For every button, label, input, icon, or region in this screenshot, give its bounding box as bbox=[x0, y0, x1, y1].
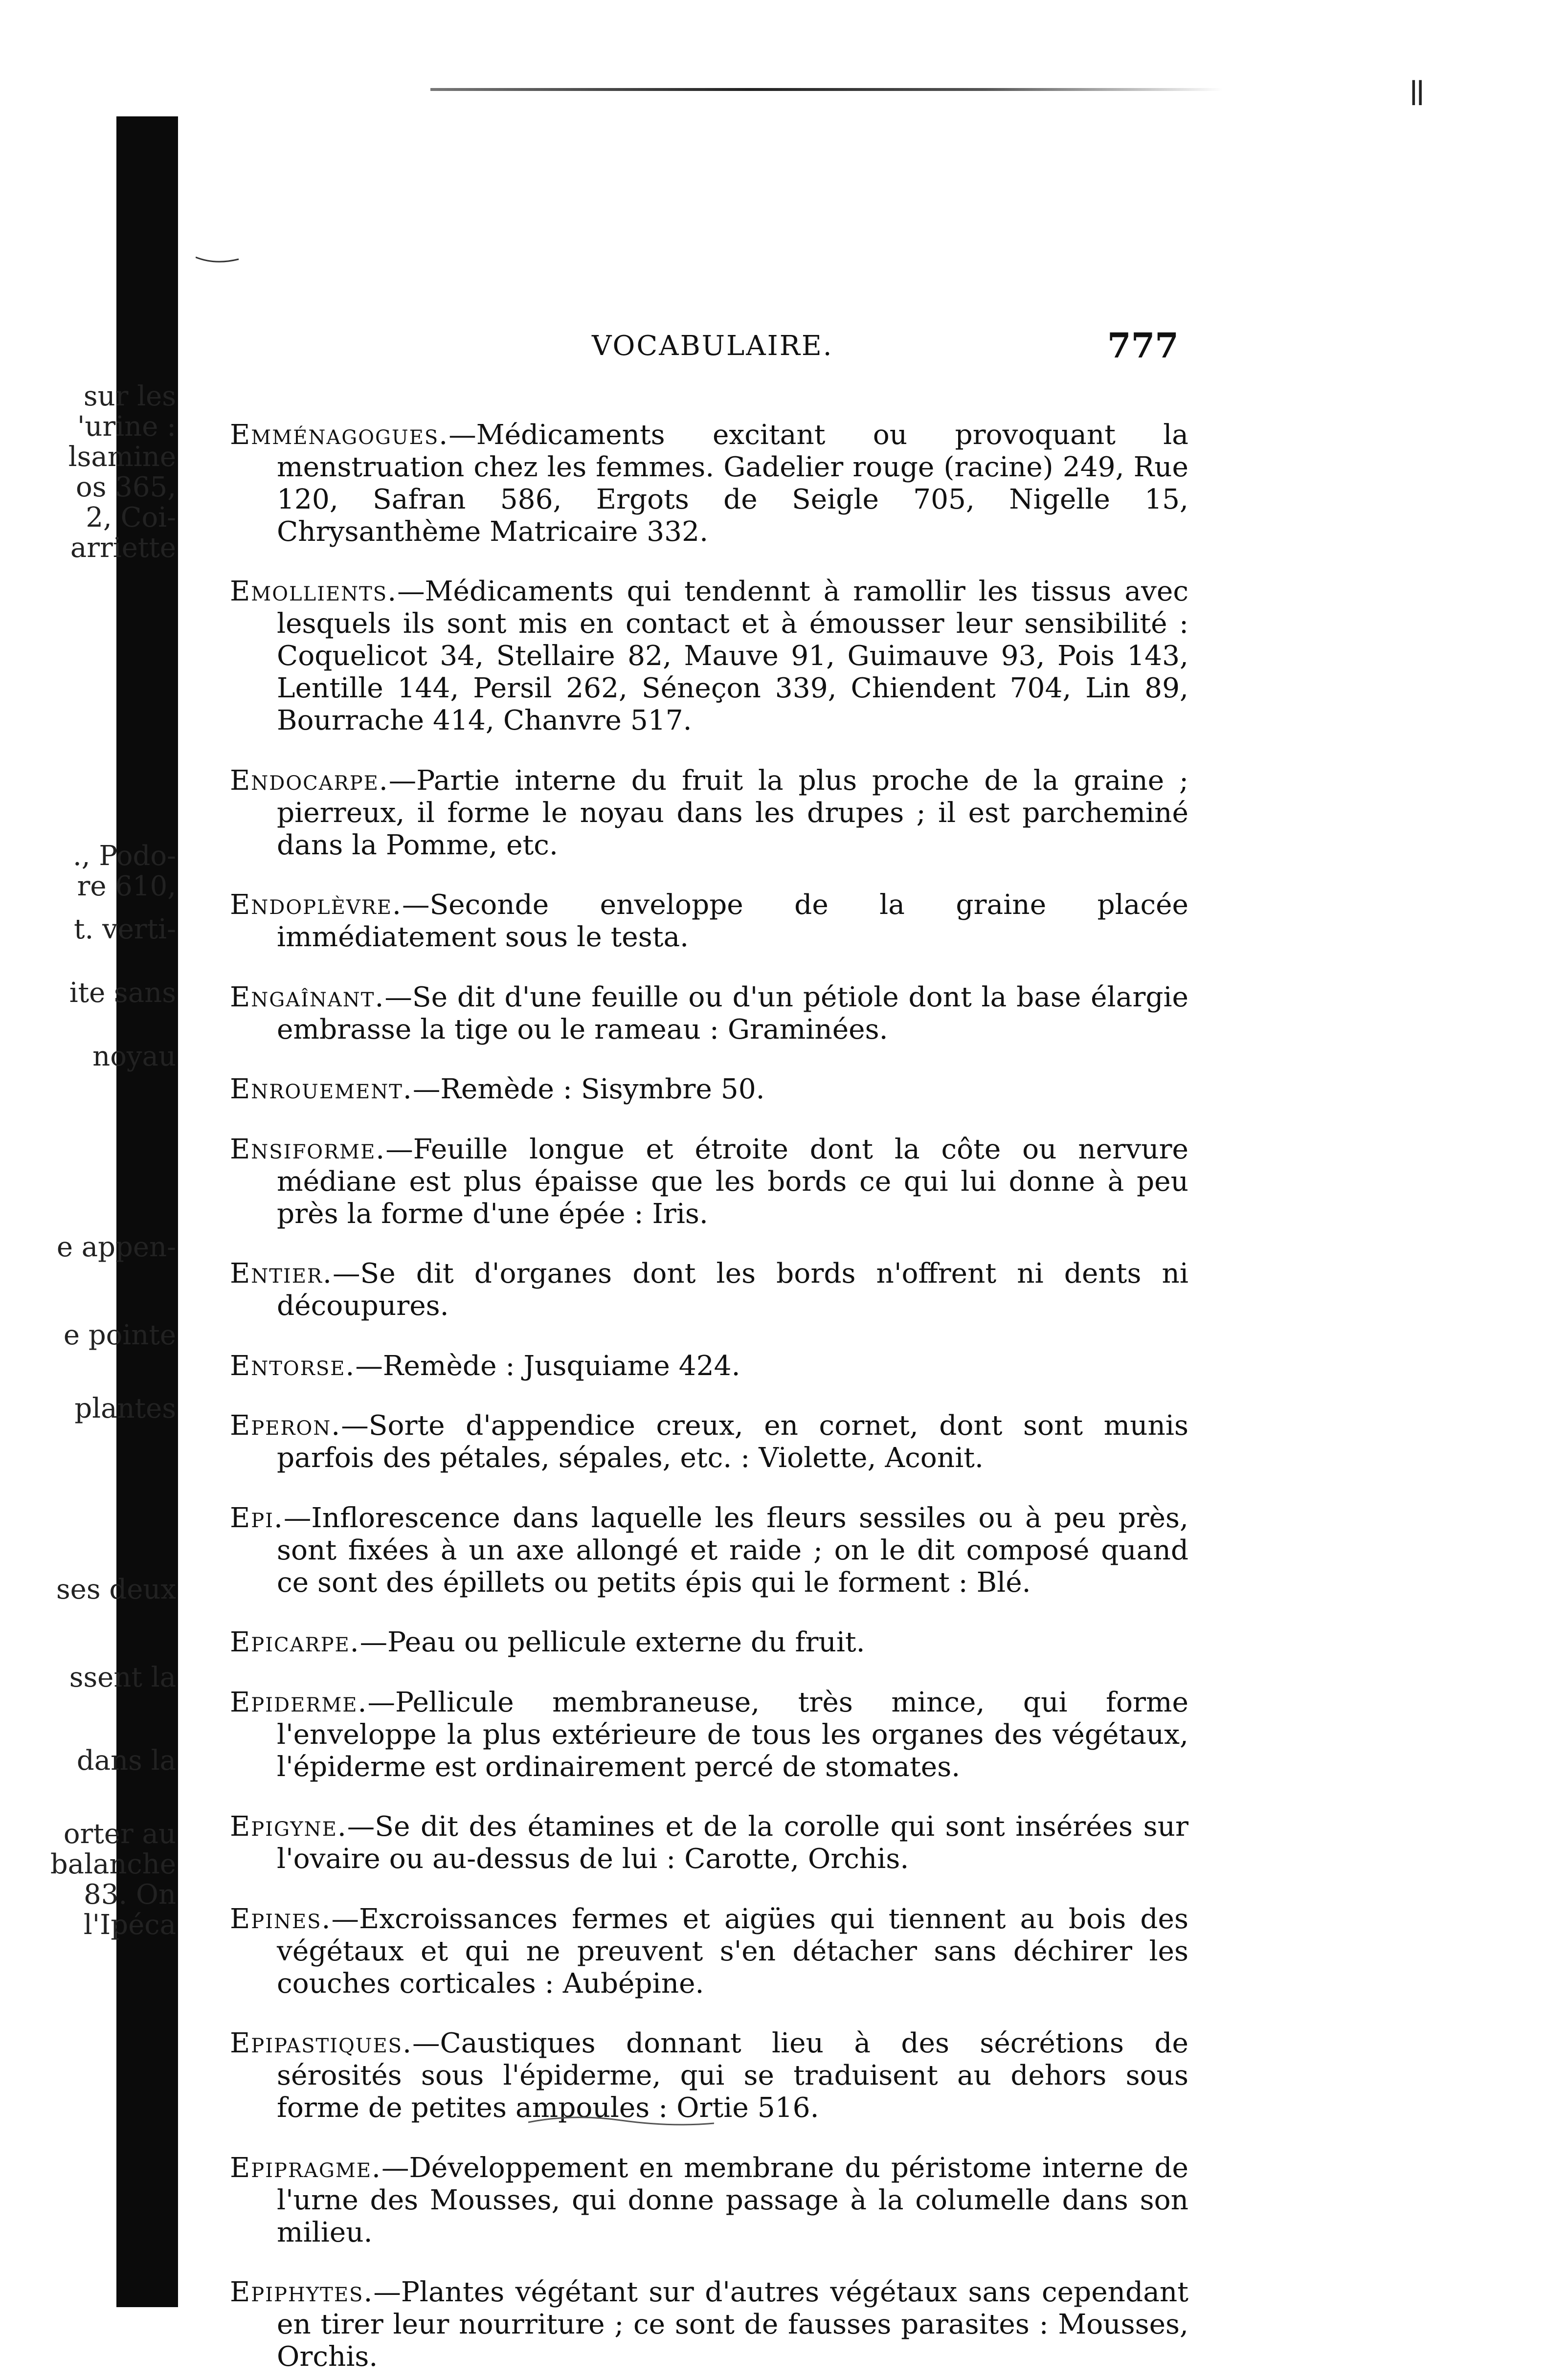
entry-definition: —Excroissances fermes et aigües qui tiennent au bois des végétaux et qui ne preuvent s'en détacher sans déchirer les couches corticales : Aubépine. bbox=[277, 1903, 1188, 2000]
entry-emollients bbox=[230, 576, 1188, 737]
entry-definition: —Partie interne du fruit la plus proche de la graine ; pierreux, il forme le noyau dans les drupes ; il est parcheminé dans la Pomme, etc. bbox=[277, 764, 1188, 861]
entry-term: Emménagogues. bbox=[230, 419, 449, 451]
entry-definition: —Se dit des étamines et de la corolle qui sont insérées sur l'ovaire ou au-dessus de lui : Carotte, Orchis. bbox=[277, 1811, 1188, 1875]
entry-term: Ensiforme. bbox=[230, 1133, 386, 1165]
entry-endoplevre bbox=[230, 889, 1188, 954]
fragment-line: ssent la bbox=[69, 1662, 176, 1693]
entry-epiderme bbox=[230, 1687, 1188, 1783]
entry-term: Epigyne. bbox=[230, 1811, 347, 1843]
fragment-line: l'Ipéca bbox=[83, 1909, 176, 1941]
entry-term: Entorse. bbox=[230, 1350, 356, 1382]
fragment-line: e pointe bbox=[63, 1319, 176, 1351]
entry-term: Epipastiques. bbox=[230, 2027, 413, 2059]
entry-epicarpe bbox=[230, 1626, 1188, 1659]
entry-engainant bbox=[230, 981, 1188, 1046]
entry-enrouement bbox=[230, 1073, 1188, 1106]
entry-definition: —Peau ou pellicule externe du fruit. bbox=[359, 1626, 865, 1658]
entry-ensiforme bbox=[230, 1134, 1188, 1230]
page-number: 777 bbox=[1107, 325, 1179, 366]
entry-term: Endocarpe. bbox=[230, 764, 389, 797]
entry-term: Epi. bbox=[230, 1502, 284, 1534]
fragment-line: os 365, bbox=[76, 471, 176, 503]
entry-definition: —Plantes végétant sur d'autres végétaux sans cependant en tirer leur nourriture ; ce sont de fausses parasites : Mousses, Orchis. bbox=[277, 2276, 1188, 2373]
entry-term: Epiderme. bbox=[230, 1686, 368, 1718]
stray-pen-mark bbox=[528, 2113, 714, 2132]
entry-epi bbox=[230, 1502, 1188, 1599]
running-head: VOCABULAIRE. bbox=[592, 330, 833, 362]
entry-definition: —Sorte d'appendice creux, en cornet, dont sont munis parfois des pétales, sépales, etc. : Violette, Aconit. bbox=[277, 1410, 1188, 1474]
entry-term: Entier. bbox=[230, 1258, 333, 1290]
vocabulary-entries bbox=[230, 391, 1188, 2380]
entry-definition: —Se dit d'une feuille ou d'un pétiole dont la base élargie embrasse la tige ou le rameau : Graminées. bbox=[277, 981, 1188, 1045]
entry-term: Epipragme. bbox=[230, 2152, 381, 2184]
top-rule-mark bbox=[430, 88, 1223, 91]
fragment-line: orter au bbox=[63, 1818, 176, 1850]
fragment-line: 'urine : bbox=[77, 411, 176, 443]
entry-definition: —Seconde enveloppe de la graine placée immédiatement sous le testa. bbox=[277, 889, 1188, 953]
entry-endocarpe bbox=[230, 765, 1188, 862]
margin-dash-mark bbox=[196, 254, 240, 266]
entry-term: Epicarpe. bbox=[230, 1626, 360, 1658]
entry-definition: —Caustiques donnant lieu à des sécrétions de sérosités sous l'épiderme, qui se traduisent au dehors sous forme de petites ampoules : Ortie 516. bbox=[277, 2027, 1188, 2124]
entry-definition: —Se dit d'organes dont les bords n'offrent ni dents ni découpures. bbox=[277, 1258, 1188, 1322]
fragment-line: dans la bbox=[76, 1745, 176, 1777]
page-header bbox=[592, 325, 1179, 369]
fragment-line: 83. On bbox=[84, 1879, 176, 1911]
entry-epipastiques bbox=[230, 2027, 1188, 2124]
entry-emmenagogues bbox=[230, 419, 1188, 548]
entry-term: Eperon. bbox=[230, 1410, 341, 1442]
fragment-line: t. verti- bbox=[74, 913, 176, 945]
fragment-line: lsamine bbox=[68, 441, 176, 473]
entry-eperon bbox=[230, 1410, 1188, 1474]
fragment-line: plantes bbox=[74, 1393, 176, 1424]
fragment-line: arriette bbox=[70, 532, 176, 564]
entry-epiphytes bbox=[230, 2276, 1188, 2373]
entry-epigyne bbox=[230, 1811, 1188, 1875]
entry-entorse bbox=[230, 1350, 1188, 1382]
entry-definition: —Pellicule membraneuse, très mince, qui forme l'enveloppe la plus extérieure de tous les organes des végétaux, l'épiderme est ordinairement percé de stomates. bbox=[277, 1686, 1188, 1783]
entry-term: Endoplèvre. bbox=[230, 889, 402, 921]
entry-term: Epiphytes. bbox=[230, 2276, 374, 2308]
fragment-line: ., Podo- bbox=[72, 840, 176, 872]
entry-term: Emollients. bbox=[230, 576, 398, 607]
entry-entier bbox=[230, 1258, 1188, 1322]
fragment-line: ite sans bbox=[69, 977, 176, 1009]
entry-epipragme bbox=[230, 2152, 1188, 2249]
fragment-line: balanche bbox=[50, 1848, 176, 1880]
entry-term: Enrouement. bbox=[230, 1073, 413, 1105]
fragment-line: e appen- bbox=[56, 1231, 176, 1263]
entry-definition: —Inflorescence dans laquelle les fleurs sessiles ou à peu près, sont fixées à un axe allongé et raide ; on le dit composé quand ce sont des épillets ou petits épis qui le forment : Blé. bbox=[277, 1502, 1188, 1599]
entry-definition: —Feuille longue et étroite dont la côte ou nervure médiane est plus épaisse que les bords ce qui lui donne à peu près la forme d'une épée : Iris. bbox=[277, 1133, 1188, 1230]
entry-definition: —Remède : Sisymbre 50. bbox=[412, 1073, 765, 1105]
fragment-line: noyau bbox=[92, 1041, 176, 1072]
entry-term: Epines. bbox=[230, 1903, 332, 1935]
entry-epines bbox=[230, 1903, 1188, 2000]
entry-definition: —Remède : Jusquiame 424. bbox=[355, 1350, 740, 1382]
entry-definition: —Développement en membrane du péristome interne de l'urne des Mousses, qui donne passage à la columelle dans son milieu. bbox=[277, 2152, 1188, 2248]
fragment-line: re 610, bbox=[77, 870, 176, 902]
fragment-line: sur les bbox=[83, 380, 176, 412]
fragment-line: 2, Coi- bbox=[86, 502, 176, 534]
corner-mark: ǁ bbox=[1409, 73, 1426, 113]
entry-definition: —Médicaments excitant ou provoquant la menstruation chez les femmes. Gadelier rouge (racine) 249, Rue 120, Safran 586, Ergots de Seigle 705, Nigelle 15, Chrysanthème Matricaire 332. bbox=[277, 419, 1188, 548]
entry-term: Engaînant. bbox=[230, 981, 385, 1013]
fragment-line: ses deux bbox=[56, 1574, 176, 1605]
entry-definition: —Médicaments qui tendennt à ramollir les tissus avec lesquels ils sont mis en contact et à émousser leur sensibilité : Coquelicot 34, Stellaire 82, Mauve 91, Guimauve 93, Pois 143, Lentille 144, Persil 262, Séneçon 339, Chiendent 704, Lin 89, Bourrache 414, Chanvre 517. bbox=[277, 576, 1188, 736]
